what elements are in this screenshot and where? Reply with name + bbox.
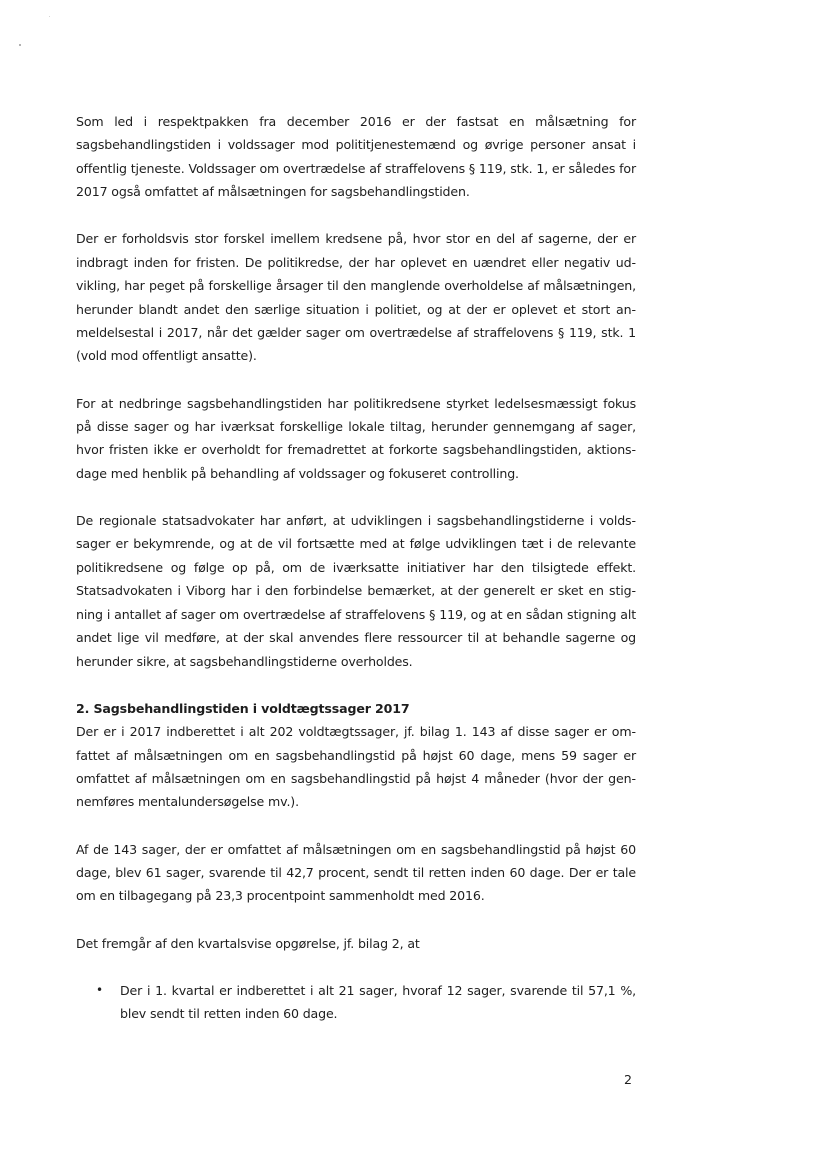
section-heading: 2. Sagsbehandlingstiden i voldtægtssager 2017	[76, 700, 410, 716]
paragraph-respektpakken: Som led i respektpakken fra december 2016 er der fastsat en målsætning for sagsbehandlingstiden i voldssager mod polititjenestemænd og øvrige personer ansat i offentlig tjeneste. Voldssager om overtrædelse af straffelovens § 119, stk. 1, er således for 2017 også omfattet af målsætningen for sagsbehandlingstiden.	[76, 114, 636, 200]
bullet-list	[76, 979, 636, 1026]
bullet-icon: •	[96, 982, 103, 997]
paragraph-kredse-forskel: Der er forholdsvis stor forskel imellem kredsene på, hvor stor en del af sagerne, der er indbragt inden for fristen. De politikredse, der har oplevet en uændret eller negativ udvikling, har peget på forskellige årsager til den manglende overholdelse af målsætningen, herunder blandt andet den særlige situation i politiet, og at der er oplevet et stort anmeldelsestal i 2017, når det gælder sager om overtrædelse af straffelovens § 119, stk. 1 (vold mod offentligt ansatte).	[76, 231, 636, 364]
list-item-text: Der i 1. kvartal er indberettet i alt 21 sager, hvoraf 12 sager, svarende til 57,1 %, blev sendt til retten inden 60 dage.	[120, 982, 636, 1022]
paragraph-kvartalsvis-intro: Det fremgår af den kvartalsvise opgørelse, jf. bilag 2, at	[76, 935, 420, 951]
paragraph-voldtaegt-60-dage: Af de 143 sager, der er omfattet af målsætningen om en sagsbehandlingstid på højst 60 dage, blev 61 sager, svarende til 42,7 procent, sendt til retten inden 60 dage. Der er tale om en tilbagegang på 23,3 procentpoint sammenholdt med 2016.	[76, 841, 636, 904]
paragraph-voldtaegt-antal: Der er i 2017 indberettet i alt 202 voldtægtssager, jf. bilag 1. 143 af disse sager er omfattet af målsætningen om en sagsbehandlingstid på højst 60 dage, mens 59 sager er omfattet af målsætningen om en sagsbehandlingstid på højst 4 måneder (hvor der gennemføres mentalundersøgelse mv.).	[76, 724, 636, 810]
document-body	[76, 110, 636, 1026]
page-number: 2	[623, 1072, 632, 1087]
scan-speck	[49, 16, 50, 17]
scan-speck	[19, 44, 21, 46]
list-item	[76, 979, 636, 1026]
paragraph-nedbringe-tiltag: For at nedbringe sagsbehandlingstiden har politikredsene styrket ledelsesmæssigt fokus på disse sager og har iværksat forskellige lokale tiltag, herunder gennemgang af sager, hvor fristen ikke er overholdt for fremadrettet at forkorte sagsbehandlingstiden, aktionsdage med henblik på behandling af voldssager og fokuseret controlling.	[76, 395, 636, 481]
paragraph-statsadvokater: De regionale statsadvokater har anført, at udviklingen i sagsbehandlingstiderne i voldssager er bekymrende, og at de vil fortsætte med at følge udviklingen tæt i de relevante politikredsene og følge op på, om de iværksatte initiativer har den tilsigtede effekt. Statsadvokaten i Viborg har i den forbindelse bemærket, at der generelt er sket en stigning i antallet af sager om overtrædelse af straffelovens § 119, og at en sådan stigning alt andet lige vil medføre, at der skal anvendes flere ressourcer til at behandle sagerne og herunder sikre, at sagsbehandlingstiderne overholdes.	[76, 513, 636, 669]
